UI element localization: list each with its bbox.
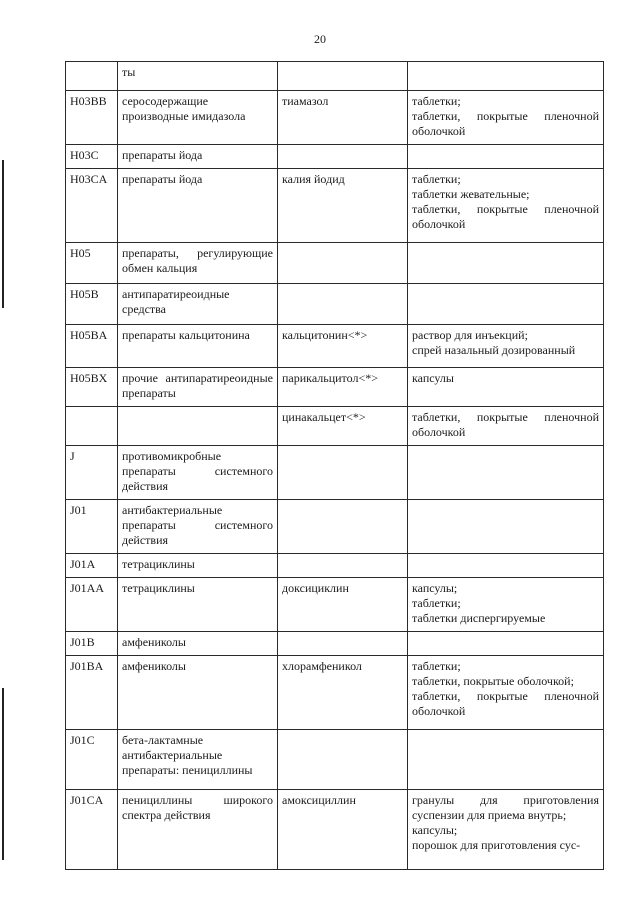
- dosage-form-line: капсулы: [412, 371, 454, 385]
- table-body: [66, 62, 604, 870]
- table-row: [66, 91, 604, 145]
- dosage-form-line: таблетки, покрытые пленочной оболочкой: [412, 689, 599, 718]
- dosage-form-cell: [408, 407, 604, 446]
- atc-code-cell: J01AA: [66, 578, 118, 632]
- atc-code-cell: J01C: [66, 730, 118, 790]
- group-name-cell: прочие антипаратиреоидные препараты: [118, 368, 278, 407]
- table-row: [66, 790, 604, 870]
- drug-name-cell: хлорамфеникол: [278, 656, 408, 730]
- dosage-form-cell: [408, 446, 604, 500]
- table-row: [66, 325, 604, 368]
- atc-code-cell: J: [66, 446, 118, 500]
- atc-code-cell: H05BX: [66, 368, 118, 407]
- dosage-form-line: спрей назальный дозированный: [412, 343, 576, 357]
- drug-name-cell: тиамазол: [278, 91, 408, 145]
- group-name-cell: тетрациклины: [118, 578, 278, 632]
- dosage-form-cell: [408, 145, 604, 169]
- dosage-form-cell: [408, 62, 604, 91]
- dosage-form-line: порошок для приготовления сус-: [412, 838, 581, 852]
- dosage-form-cell: [408, 632, 604, 656]
- drug-name-cell: [278, 500, 408, 554]
- atc-code-cell: J01B: [66, 632, 118, 656]
- dosage-form-line: таблетки, покрытые оболочкой;: [412, 674, 574, 688]
- table-row: [66, 145, 604, 169]
- dosage-form-line: капсулы;: [412, 581, 458, 595]
- atc-code-cell: J01A: [66, 554, 118, 578]
- group-name-cell: антибактериальные препараты системного действия: [118, 500, 278, 554]
- group-name-cell: препараты йода: [118, 169, 278, 243]
- group-name-cell: пенициллины широкого спектра действия: [118, 790, 278, 870]
- table-row: [66, 578, 604, 632]
- dosage-form-line: гранулы для приготовления суспензии для приема внутрь;: [412, 793, 599, 822]
- page-number: 20: [314, 32, 326, 46]
- atc-code-cell: J01: [66, 500, 118, 554]
- atc-code-cell: H05: [66, 243, 118, 284]
- drug-name-cell: [278, 284, 408, 325]
- dosage-form-line: таблетки, покрытые пленочной оболочкой: [412, 410, 599, 439]
- drug-name-cell: калия йодид: [278, 169, 408, 243]
- drug-name-cell: [278, 145, 408, 169]
- dosage-form-line: таблетки диспергируемые: [412, 611, 546, 625]
- dosage-form-line: таблетки;: [412, 94, 461, 108]
- drug-name-cell: цинакальцет<*>: [278, 407, 408, 446]
- drug-name-cell: амоксициллин: [278, 790, 408, 870]
- dosage-form-line: таблетки жевательные;: [412, 187, 530, 201]
- drug-name-cell: [278, 632, 408, 656]
- atc-code-cell: J01BA: [66, 656, 118, 730]
- table-row: [66, 730, 604, 790]
- atc-code-cell: J01CA: [66, 790, 118, 870]
- dosage-form-cell: [408, 91, 604, 145]
- dosage-form-cell: [408, 500, 604, 554]
- group-name-cell: серосодержащие производные имидазола: [118, 91, 278, 145]
- drug-name-cell: [278, 446, 408, 500]
- dosage-form-cell: [408, 368, 604, 407]
- dosage-form-cell: [408, 730, 604, 790]
- group-name-cell: тетрациклины: [118, 554, 278, 578]
- table-row: [66, 500, 604, 554]
- dosage-form-line: таблетки, покрытые пленочной оболочкой: [412, 202, 599, 231]
- dosage-form-line: таблетки, покрытые пленочной оболочкой: [412, 109, 599, 138]
- group-name-cell: ты: [118, 62, 278, 91]
- dosage-form-cell: [408, 578, 604, 632]
- atc-code-cell: H03C: [66, 145, 118, 169]
- table-row: [66, 243, 604, 284]
- table-row: [66, 446, 604, 500]
- atc-code-cell: [66, 407, 118, 446]
- dosage-form-cell: [408, 554, 604, 578]
- dosage-form-cell: [408, 790, 604, 870]
- dosage-form-line: раствор для инъекций;: [412, 328, 528, 342]
- group-name-cell: препараты, регулирующие обмен кальция: [118, 243, 278, 284]
- drug-name-cell: [278, 62, 408, 91]
- dosage-form-line: таблетки;: [412, 659, 461, 673]
- dosage-form-line: таблетки;: [412, 172, 461, 186]
- dosage-form-line: таблетки;: [412, 596, 461, 610]
- table-row: [66, 284, 604, 325]
- table-row: [66, 368, 604, 407]
- drug-name-cell: [278, 243, 408, 284]
- table-row: [66, 656, 604, 730]
- group-name-cell: антипаратиреоидные средства: [118, 284, 278, 325]
- group-name-cell: препараты кальцитонина: [118, 325, 278, 368]
- group-name-cell: препараты йода: [118, 145, 278, 169]
- drug-table: [65, 61, 604, 870]
- atc-code-cell: [66, 62, 118, 91]
- atc-code-cell: H03BB: [66, 91, 118, 145]
- table-row: [66, 407, 604, 446]
- dosage-form-cell: [408, 243, 604, 284]
- drug-name-cell: доксициклин: [278, 578, 408, 632]
- scan-margin-mark-top: [2, 160, 4, 308]
- dosage-form-line: капсулы;: [412, 823, 458, 837]
- table-row: [66, 554, 604, 578]
- scan-margin-mark-bottom: [2, 688, 4, 860]
- drug-name-cell: [278, 554, 408, 578]
- group-name-cell: противомикробные препараты системного действия: [118, 446, 278, 500]
- table-row: [66, 169, 604, 243]
- table-row: [66, 632, 604, 656]
- group-name-cell: [118, 407, 278, 446]
- group-name-cell: бета-лактамные антибактериальные препараты: пенициллины: [118, 730, 278, 790]
- dosage-form-cell: [408, 325, 604, 368]
- drug-name-cell: [278, 730, 408, 790]
- drug-name-cell: парикальцитол<*>: [278, 368, 408, 407]
- dosage-form-cell: [408, 284, 604, 325]
- drug-name-cell: кальцитонин<*>: [278, 325, 408, 368]
- group-name-cell: амфениколы: [118, 656, 278, 730]
- group-name-cell: амфениколы: [118, 632, 278, 656]
- dosage-form-cell: [408, 169, 604, 243]
- table-row: [66, 62, 604, 91]
- dosage-form-cell: [408, 656, 604, 730]
- atc-code-cell: H05BA: [66, 325, 118, 368]
- atc-code-cell: H03CA: [66, 169, 118, 243]
- atc-code-cell: H05B: [66, 284, 118, 325]
